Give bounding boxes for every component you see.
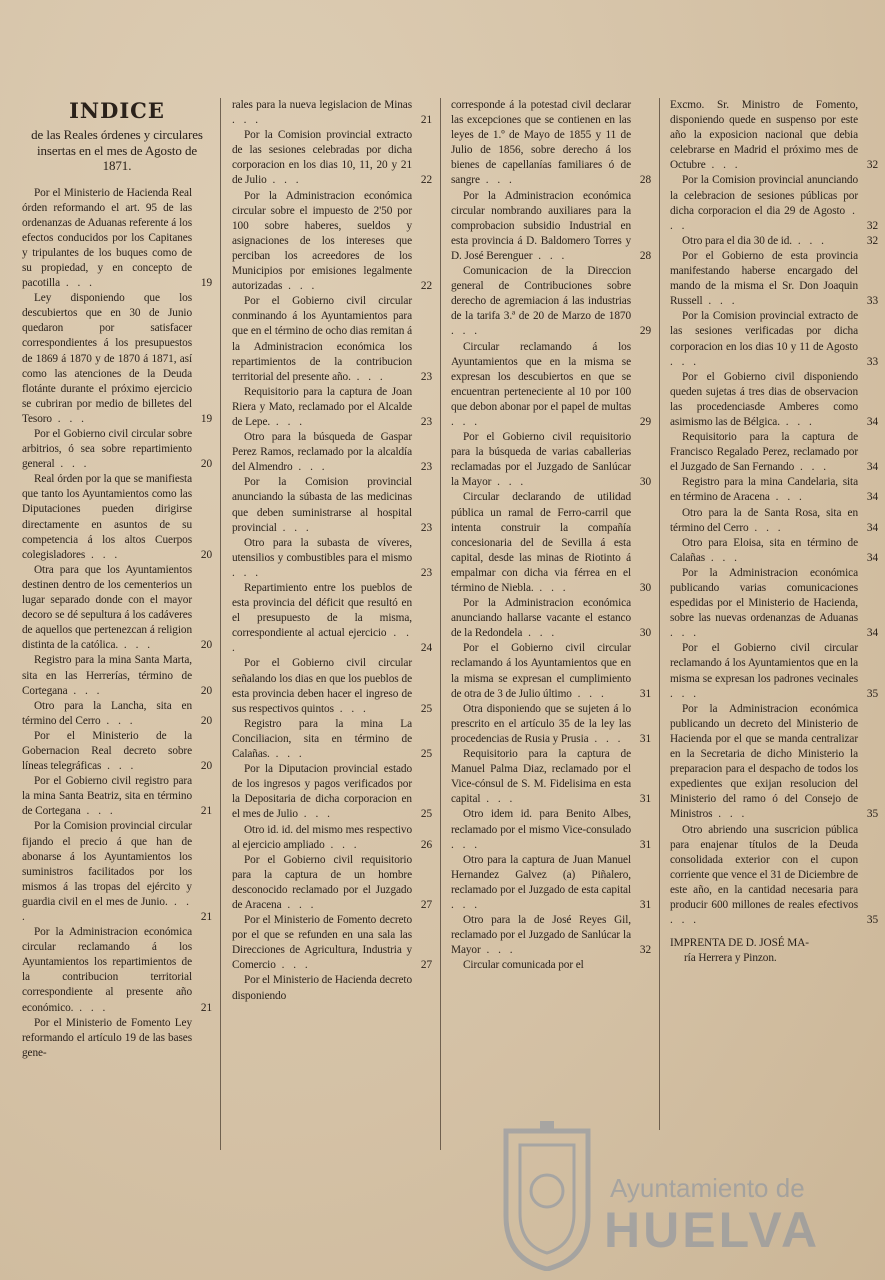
entry-text: Por el Gobierno civil registro para la mina Santa Beatriz, sita en término de Cortegana	[22, 775, 192, 818]
page-number: 34	[866, 491, 878, 504]
entry-text: Por el Ministerio de Hacienda Real órden reformando el art. 95 de las ordenanzas de Aduanas referente á los efectos conducidos por los Capitanes y tripulantes de los buques como de su propiedad, y en concepto de pacotilla	[22, 186, 192, 290]
entry-text: Por el Gobierno civil circular conminando á los Ayuntamientos para que en el término de ocho dias remitan á la Administracion económica los repartimientos de la contribucion territorial del presente año.	[232, 295, 412, 383]
entry-text: Otro para la subasta de víveres, utensilios y combustibles para el mismo	[232, 536, 412, 564]
page-number: 28	[639, 174, 651, 187]
page-number: 23	[420, 461, 432, 474]
index-entry	[670, 566, 878, 641]
entry-text: Por el Gobierno de esta provincia manifestando haberse encargado del mando de la misma el Sr. Don Joaquin Russell	[670, 249, 858, 308]
page-number: 21	[200, 805, 212, 818]
index-entry	[22, 563, 212, 654]
page-number: 25	[420, 808, 432, 821]
index-entry	[232, 973, 432, 1003]
entry-text: Por el Ministerio de Hacienda decreto disponiendo	[232, 974, 412, 1002]
leader-dots: . . .	[85, 548, 121, 561]
leader-dots: . . .	[60, 277, 95, 290]
index-entry	[451, 641, 651, 701]
entry-text: Otro id. id. del mismo mes respectivo al ejercicio ampliado	[232, 823, 412, 851]
page-number: 26	[420, 838, 432, 851]
page-number: 25	[420, 748, 432, 761]
page-number: 32	[866, 234, 878, 247]
page-number: 28	[639, 249, 651, 262]
entry-text: Por la Comision provincial extracto de las sesiones celebradas por dicha corporacion en los dias 10, 11, 20 y 21 de Julio	[232, 129, 412, 187]
page-number: 20	[200, 458, 212, 471]
index-entry	[232, 189, 432, 295]
index-entry	[451, 98, 651, 189]
index-entry	[232, 853, 432, 913]
leader-dots: . . .	[670, 355, 700, 368]
page-number: 20	[200, 714, 212, 727]
entry-text: Por el Gobierno civil disponiendo queden sujetas á tres dias de observacion las procedenciasde Amberes como asimismo las de Bélgica.	[670, 370, 858, 428]
entry-text: Por la Administracion económica publicando un decreto del Ministerio de Hacienda por el que se manda centralizar en la Secretaria de dicho Ministerio la preparacion para el despacho de todos los expedientes que exijan resolucion del Ministerio del ramo ó del Consejo de Ministros	[670, 702, 858, 821]
index-entry	[451, 430, 651, 490]
index-entry	[22, 1016, 212, 1061]
entry-text: Por la Comision provincial circular fijando el precio á que han de abonarse á los Ayuntamientos los suministros facilitados por los mismos á las tropas del ejército y guardia civil en el mes de Junio.	[22, 820, 192, 908]
index-entry	[22, 729, 212, 774]
watermark-line-1: Ayuntamiento de	[610, 1173, 805, 1203]
entry-text: Requisitorio para la captura de Manuel Palma Diaz, reclamado por el Vice-cónsul de S. M. Fidelisima en esta capital	[451, 748, 631, 806]
leader-dots: . . .	[54, 458, 90, 471]
page-number: 30	[639, 476, 651, 489]
entry-text: rales para la nueva legislacion de Minas	[232, 99, 412, 111]
page-number: 25	[420, 702, 432, 715]
printer-imprint	[670, 936, 878, 966]
entry-text: Requisitorio para la captura de Joan Riera y Mato, reclamado por el Alcalde de Lepe.	[232, 385, 412, 428]
index-entry	[670, 309, 878, 369]
index-entry	[451, 340, 651, 431]
entry-text: Por la Administracion económica circular reclamando á los Ayuntamientos los repartimientos de la contribucion territorial correspondiente al presente año económico.	[22, 926, 192, 1014]
index-entry	[451, 596, 651, 641]
page-number: 20	[200, 684, 212, 697]
leader-dots: . . .	[792, 234, 827, 247]
index-entry	[451, 490, 651, 596]
index-entry	[232, 475, 432, 535]
index-entry	[670, 430, 878, 475]
index-entry	[670, 536, 878, 566]
page-number: 24	[420, 642, 432, 655]
index-entry	[22, 925, 212, 1016]
entry-text: Por el Gobierno civil circular reclamando á los Ayuntamientos que en la misma se expresan los padrones vecinales	[670, 642, 858, 685]
leader-dots: . . .	[282, 280, 318, 293]
leader-dots: . . .	[480, 944, 516, 957]
leader-dots: . . .	[670, 204, 858, 232]
leader-dots: . . .	[702, 295, 738, 308]
entry-text: Registro para la mina Santa Marta, sita en las Herrerías, término de Cortegana	[22, 654, 192, 697]
entry-text: Otro para Eloisa, sita en término de Calañas	[670, 536, 858, 564]
page-number: 31	[639, 898, 651, 911]
leader-dots: . . .	[794, 461, 830, 474]
leader-dots: . . .	[266, 174, 302, 187]
leader-dots: . . .	[80, 805, 116, 818]
index-entry	[232, 656, 432, 716]
leader-dots: . . .	[748, 521, 784, 534]
leader-dots: . . .	[522, 627, 558, 640]
index-entry	[22, 291, 212, 427]
index-entry	[232, 823, 432, 853]
index-entry	[451, 189, 651, 264]
leader-dots: . . .	[22, 895, 192, 923]
page-number: 21	[200, 1001, 212, 1014]
leader-dots: . . .	[232, 114, 262, 127]
entry-text: Por el Ministerio de Fomento decreto por el que se refunden en una sala las Direcciones de Agricultura, Industria y Comercio	[232, 914, 412, 972]
archive-watermark	[470, 1115, 880, 1275]
page-number: 29	[639, 415, 651, 428]
column-1	[22, 98, 212, 1061]
entry-text: Registro para la mina La Conciliacion, sita en término de Calañas.	[232, 717, 412, 761]
index-entry	[232, 581, 432, 656]
entry-text: Por la Diputacion provincial estado de los ingresos y pagos verificados por la Depositaria de dicha corporacion en el mes de Julio	[232, 763, 412, 821]
index-entry	[670, 475, 878, 505]
page-number: 35	[866, 687, 878, 700]
page-number: 20	[200, 760, 212, 773]
leader-dots: . . .	[51, 412, 87, 425]
page-number: 34	[866, 551, 878, 564]
column-rule-3	[659, 98, 660, 1130]
page-number: 27	[420, 898, 432, 911]
index-entry	[232, 128, 432, 188]
leader-dots: . . .	[333, 702, 369, 715]
index-entry	[22, 427, 212, 472]
leader-dots: . . .	[480, 793, 516, 806]
index-entry	[232, 536, 432, 581]
entry-text: Por el Ministerio de la Gobernacion Real decreto sobre líneas telegráficas	[22, 729, 192, 773]
leader-dots: . . .	[118, 639, 154, 652]
leader-dots: . . .	[532, 249, 568, 262]
page-number: 33	[866, 295, 878, 308]
entry-text: Otro para la de José Reyes Gil, reclamado por el Juzgado de Sanlúcar la Mayor	[451, 914, 631, 957]
entry-text: Por el Gobierno civil circular sobre arbitrios, ó sea sobre repartimiento general	[22, 428, 192, 471]
page-number: 34	[866, 521, 878, 534]
page-number: 34	[866, 415, 878, 428]
index-entry	[232, 98, 432, 128]
leader-dots: . . .	[350, 370, 386, 383]
entry-text: Otro para la búsqueda de Gaspar Perez Ramos, reclamado por la alcaldía del Almendro	[232, 431, 412, 474]
page-number: 23	[420, 566, 432, 579]
leader-dots: . . .	[292, 461, 328, 474]
page-number: 30	[639, 582, 651, 594]
page-number: 23	[420, 521, 432, 534]
entry-text: Otra disponiendo que se sujeten á lo prescrito en el artículo 35 de la ley las procedencias de Rusia y Prusia	[451, 702, 631, 745]
entry-text: Repartimiento entre los pueblos de esta provincia del déficit que resultó en el presupuesto de la misma, correspondiente al actual ejercicio	[232, 582, 412, 640]
entry-text: Excmo. Sr. Ministro de Fomento, disponiendo quede en suspenso por este año la exposicion nacional que debia celebrarse en Madrid el próximo mes de Octubre	[670, 99, 858, 172]
coat-of-arms-icon	[500, 1121, 594, 1271]
page-number: 19	[200, 412, 212, 425]
entry-text: Por el Gobierno civil circular señalando los dias en que los pueblos de esta provincia deben hacer el ingreso de sus respectivos quintos	[232, 657, 412, 715]
page-number: 19	[200, 277, 212, 290]
entry-text: Circular declarando de utilidad pública un ramal de Ferro-carril que intenta construir la compañía concesionaria del de Sevilla á esta capital, desde las minas de Riotinto á empalmar con dicha via férrea en el término de Niebla.	[451, 491, 631, 594]
index-entry	[22, 653, 212, 698]
page-number: 22	[420, 174, 432, 187]
index-entry	[670, 249, 878, 309]
page-number: 31	[639, 793, 651, 806]
entry-text: corresponde á la potestad civil declarar las excepciones que se contienen en las leyes de 1.º de Mayo de 1855 y 11 de Julio de 1856, sobre derecho á los bienes de capellanías familiares ó de sangre	[451, 99, 631, 187]
index-entry	[451, 853, 651, 913]
entry-text: Otro para la captura de Juan Manuel Hernandez Galvez (a) Piñalero, reclamado por el Juzgado de esta capital	[451, 853, 631, 896]
leader-dots: . . .	[705, 159, 741, 172]
page-number: 27	[420, 959, 432, 972]
page-number: 23	[420, 370, 432, 383]
entry-text: Comunicacion de la Direccion general de Contribuciones sobre derecho de agremiacion á las industrias de la tarifa 3.ª de 20 de Marzo de 1870	[451, 265, 631, 323]
entry-text: Otra para que los Ayuntamientos destinen dentro de los cementerios un lugar separado donde con el mayor decoro se dé sepultura á los cadáveres de aquellos que pertenezcan á religion distinta de la católica.	[22, 563, 192, 652]
index-entry	[22, 186, 212, 292]
entry-text: Por el Ministerio de Fomento Ley reformando el artículo 19 de las bases gene-	[22, 1016, 192, 1059]
page-number: 22	[420, 280, 432, 293]
index-entry	[232, 913, 432, 973]
page-number: 29	[639, 325, 651, 338]
page-number: 32	[866, 219, 878, 232]
page-number: 23	[420, 415, 432, 428]
imprint-line-2: ría Herrera y Pinzon.	[684, 952, 777, 965]
entry-text: Por el Gobierno civil circular reclamando á los Ayuntamientos que en la misma se expresan el cumplimiento de otra de 3 de Julio último	[451, 642, 631, 700]
entry-text: Otro para la Lancha, sita en término del Cerro	[22, 699, 192, 727]
index-entry	[451, 913, 651, 958]
index-entry	[670, 702, 878, 823]
entry-text: Por la Comision provincial extracto de las sesiones verificadas por dicha corporacion en los dias 10 y 11 de Agosto	[670, 310, 858, 353]
imprint-line-1: IMPRENTA DE D. JOSÉ MA-	[670, 937, 809, 950]
leader-dots: . . .	[297, 808, 333, 821]
column-3	[451, 98, 651, 973]
index-entry	[451, 702, 651, 747]
index-subtitle: de las Reales órdenes y circulares insertas en el mes de Agosto de 1871.	[31, 127, 203, 173]
column-rule-2	[440, 98, 441, 1150]
leader-dots: . . .	[101, 760, 137, 773]
leader-dots: . . .	[491, 476, 527, 489]
page-number: 31	[639, 732, 651, 745]
page-number: 35	[866, 808, 878, 821]
entry-text: Por el Gobierno civil requisitorio para la captura de un hombre desconocido reclamado por el Juzgado de Aracena	[232, 853, 412, 911]
index-entry	[670, 370, 878, 430]
index-entry	[22, 699, 212, 729]
index-entry	[670, 98, 878, 173]
leader-dots: . . .	[533, 582, 569, 594]
leader-dots: . . .	[73, 1001, 109, 1014]
leader-dots: . . .	[275, 959, 311, 972]
index-entry	[670, 823, 878, 929]
page-number: 21	[420, 114, 432, 127]
entry-text: Otro para el dia 30 de id.	[682, 234, 793, 247]
entry-text: Otro para la de Santa Rosa, sita en término del Cerro	[670, 506, 858, 534]
column-rule-1	[220, 98, 221, 1150]
leader-dots: . . .	[324, 838, 360, 851]
leader-dots: . . .	[276, 521, 312, 534]
index-entry	[670, 234, 878, 249]
page-number: 34	[866, 627, 878, 640]
entry-text: Por la Administracion económica circular nombrando auxiliares para la comprobacion subsidio Industrial en esta provincia á D. Baldomero Torres y D. José Berenguer	[451, 189, 631, 262]
leader-dots: . . .	[779, 415, 815, 428]
leader-dots: . . .	[571, 687, 607, 700]
page-number: 35	[866, 914, 878, 927]
leader-dots: . . .	[451, 838, 481, 851]
page-number: 31	[639, 687, 651, 700]
index-entry	[22, 472, 212, 563]
index-entry	[232, 430, 432, 475]
index-entry	[451, 807, 651, 852]
entry-text: Por la Comision provincial anunciando la súbasta de las medicinas que deben suministrarse al hospital provincial	[232, 476, 412, 534]
index-entry	[22, 774, 212, 819]
entry-text: Requisitorio para la captura de Francisco Regalado Perez, reclamado por el Juzgado de San Fernando	[670, 431, 858, 474]
leader-dots: . . .	[100, 714, 136, 727]
leader-dots: . . .	[712, 808, 748, 821]
watermark-line-2: HUELVA	[604, 1202, 821, 1258]
page-number: 20	[200, 639, 212, 652]
page-number: 31	[639, 838, 651, 851]
page-number: 34	[866, 461, 878, 474]
index-entry	[451, 747, 651, 807]
entry-text: Otro abriendo una suscricion pública para enajenar títulos de la Deuda consolidada exterior con el cupon corriente que vence el 31 de Diciembre de este año, en la cantidad necesaria para producir 600 millones de reales efectivos	[670, 823, 858, 911]
entry-text: Real órden por la que se manifiesta que tanto los Ayuntamientos como las Diputaciones pueden dirigirse directamente en asuntos de su competencia á los altos Cuerpos colegisladores	[22, 473, 192, 561]
leader-dots: . . .	[451, 325, 481, 338]
index-entry	[670, 641, 878, 701]
entry-text: Circular reclamando á los Ayuntamientos que en la misma se expresan los descubiertos en que se encuentran perteneciente al 10 por 100 que debon abonar por el papel de multas	[451, 340, 631, 413]
page-number: 20	[200, 548, 212, 561]
index-entry	[22, 819, 212, 925]
leader-dots: . . .	[67, 684, 103, 697]
leader-dots: . . .	[451, 898, 481, 911]
leader-dots: . . .	[588, 732, 624, 745]
entry-text: Otro idem id. para Benito Albes, reclamado por el mismo Vice-consulado	[451, 808, 631, 836]
page-number: 21	[200, 911, 212, 923]
index-entry	[232, 717, 432, 762]
leader-dots: . . .	[670, 627, 700, 640]
entry-text: Por la Administracion económica circular sobre el impuesto de 2'50 por 100 sobre haberes, sueldos y asignaciones de los intereses que perciban los acreedores de los Municipios por emisiones legalmente autorizadas	[232, 189, 412, 293]
leader-dots: . . .	[479, 174, 515, 187]
entry-text: Por el Gobierno civil requisitorio para la búsqueda de varias caballerias reclamadas por el Juzgado de Sanlúcar la Mayor	[451, 431, 631, 489]
index-entry	[451, 958, 651, 973]
leader-dots: . . .	[769, 491, 805, 504]
index-entry	[451, 264, 651, 339]
index-entry	[670, 173, 878, 233]
column-4	[670, 98, 878, 966]
page-number: 33	[866, 355, 878, 368]
entry-text: Por la Comision provincial anunciando la celebracion de sesiones públicas por dicha corporacion el dia 29 de Agosto	[670, 174, 858, 217]
entry-text: Por la Administracion económica anunciando hallarse vacante el estanco de la Redondela	[451, 597, 631, 640]
leader-dots: . . .	[670, 687, 700, 700]
entry-text: Circular comunicada por el	[463, 959, 584, 972]
index-title: INDICE	[69, 98, 165, 123]
entry-text: Por la Administracion económica publicando varias comunicaciones espedidas por el Ministerio de Hacienda, sobre las nuevas ordenanzas de Aduanas	[670, 566, 858, 625]
index-entry	[232, 294, 432, 385]
page-number: 30	[639, 627, 651, 640]
leader-dots: . . .	[270, 415, 306, 428]
leader-dots: . . .	[232, 566, 262, 579]
page-number: 32	[639, 944, 651, 957]
index-entry	[670, 506, 878, 536]
leader-dots: . . .	[269, 748, 305, 761]
column-2	[232, 98, 432, 1004]
page-number: 32	[866, 159, 878, 172]
index-entry	[232, 385, 432, 430]
leader-dots: . . .	[670, 914, 700, 927]
entry-text: Ley disponiendo que los descubiertos que en 30 de Junio quedaron por satisfacer correspondientes á los presupuestos de 1869 á 1870 y de 1870 á 1871, así como las atenciones de la Deuda flotánte durante el próximo ejercicio se cubriran por medio de billetes del Tesoro	[22, 292, 192, 425]
index-entry	[232, 762, 432, 822]
leader-dots: . . .	[281, 898, 317, 911]
leader-dots: . . .	[232, 627, 412, 655]
entry-text: Registro para la mina Candelaria, sita en término de Aracena	[670, 476, 858, 504]
leader-dots: . . .	[451, 415, 481, 428]
leader-dots: . . .	[705, 551, 741, 564]
